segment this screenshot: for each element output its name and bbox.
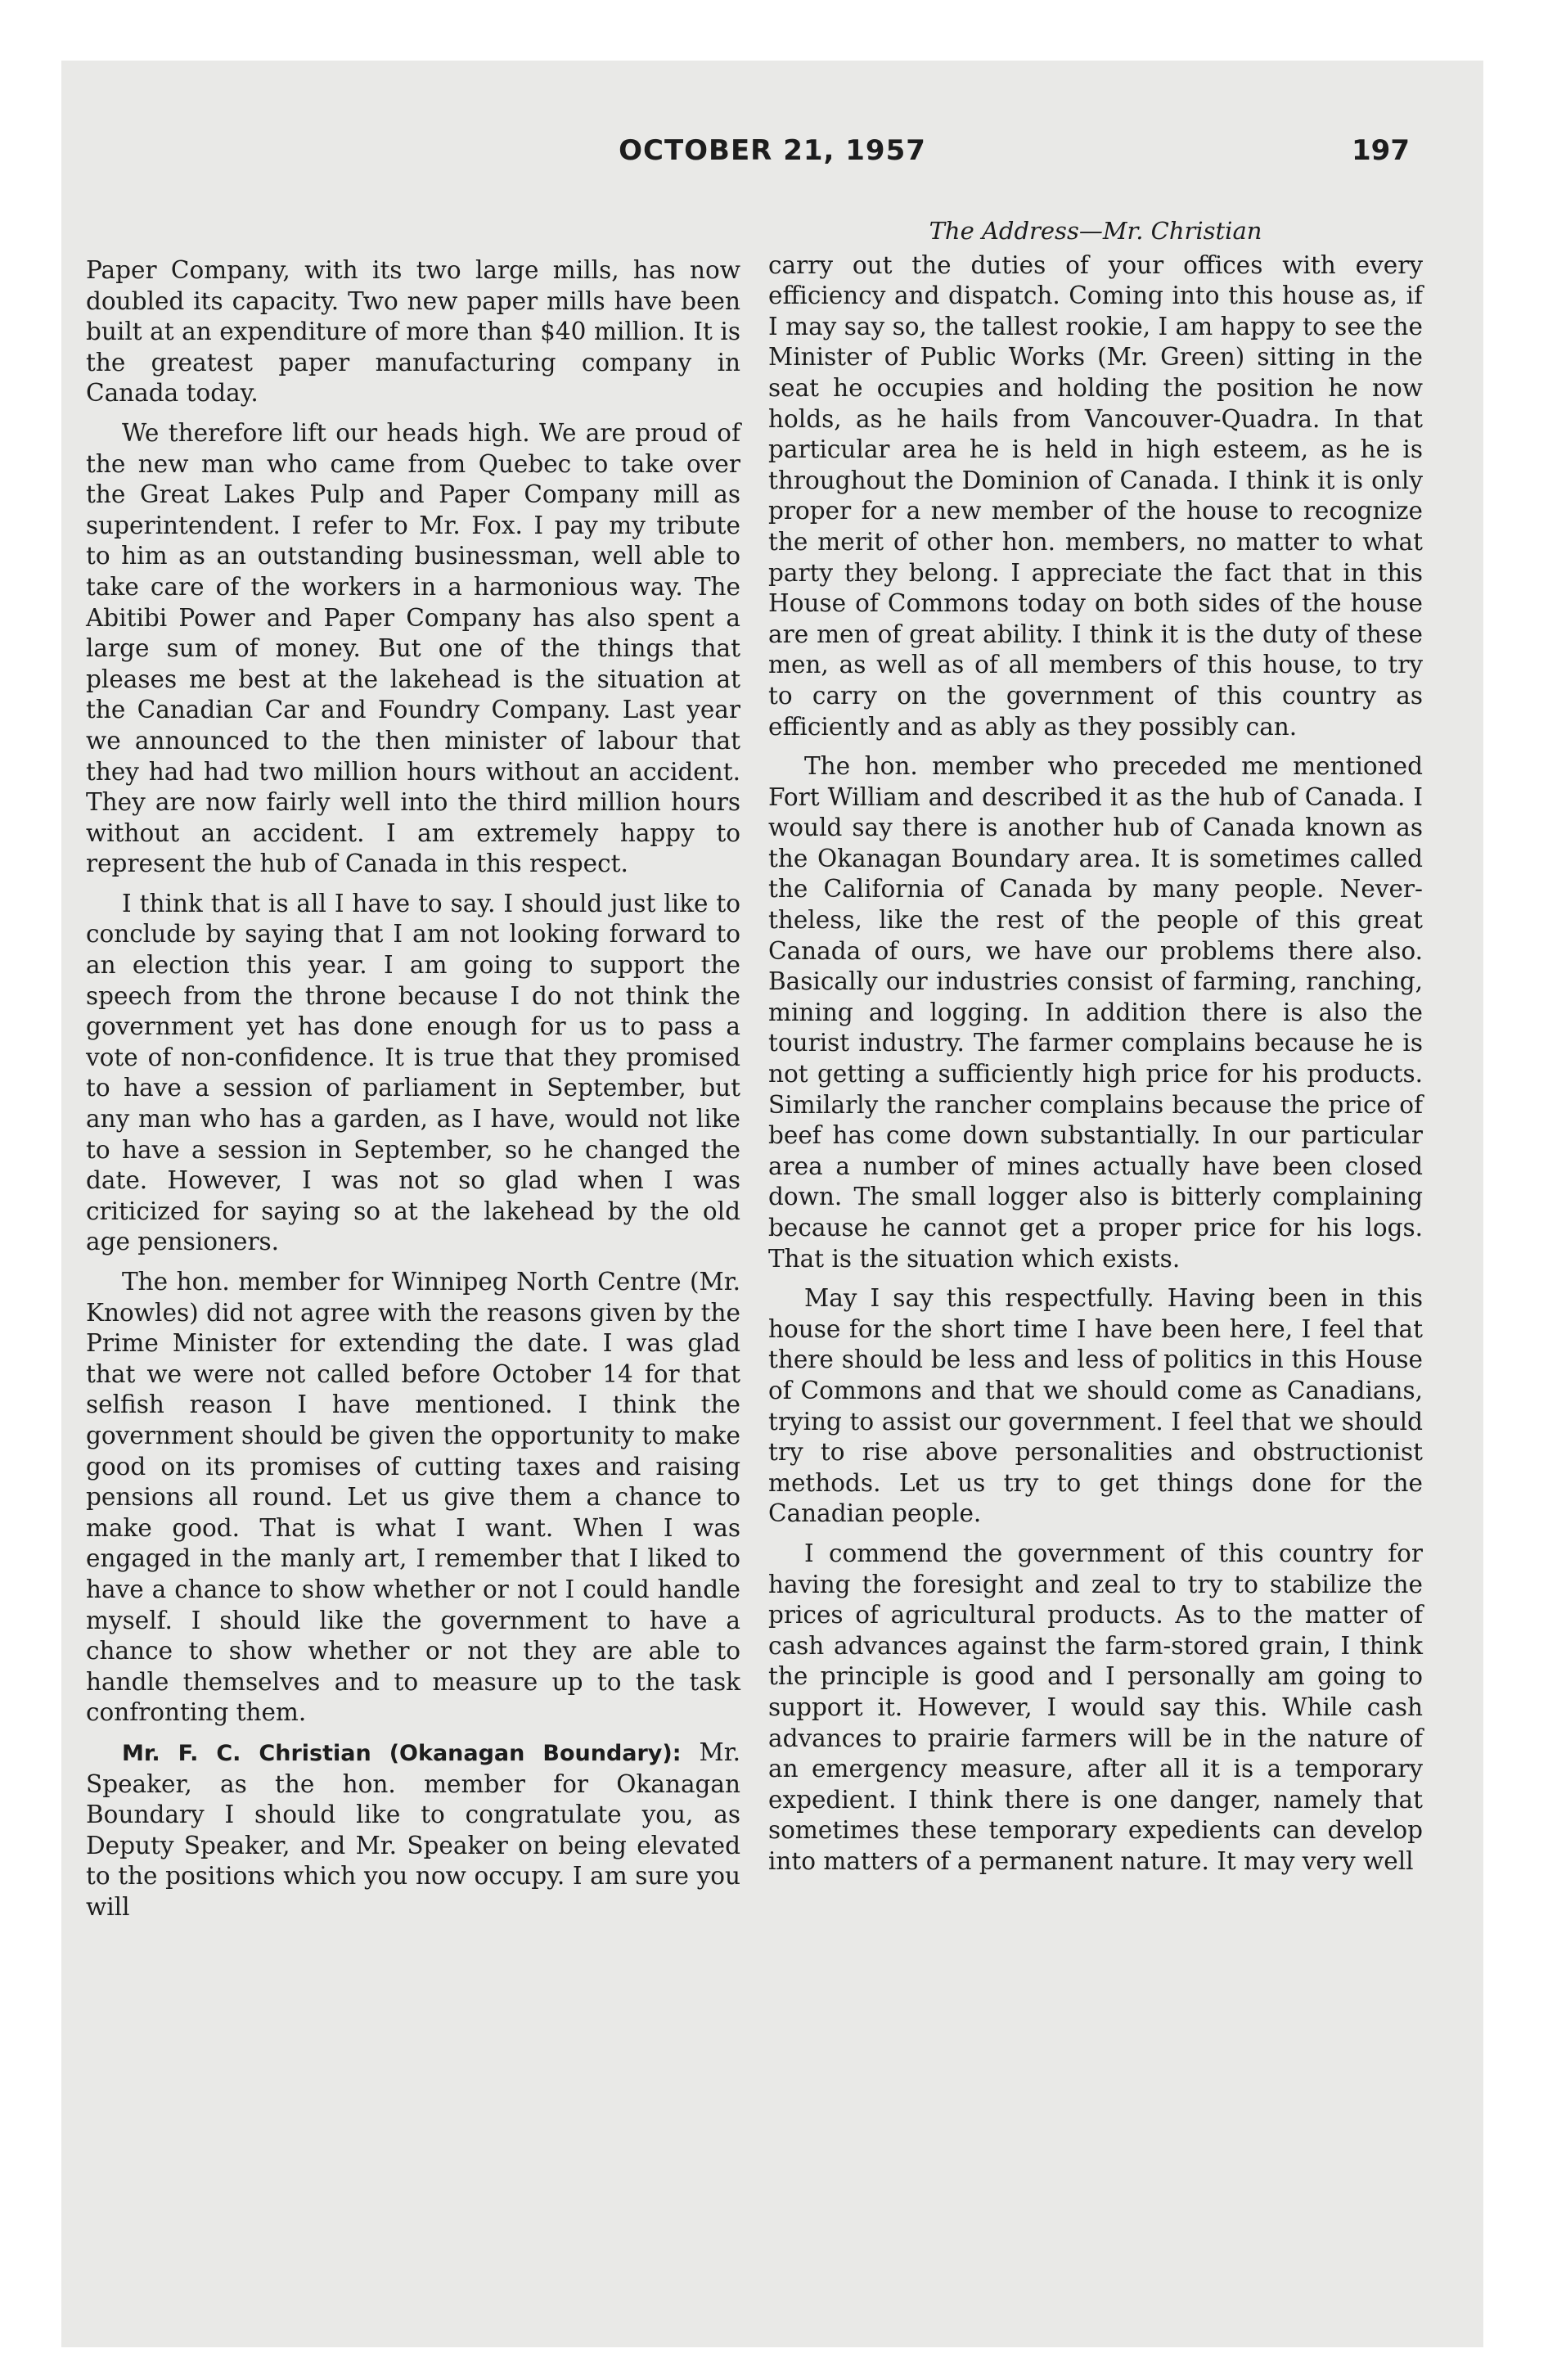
speaker-paragraph — [86, 1738, 740, 1923]
right-column — [768, 216, 1423, 1886]
paragraph: I commend the government of this country for having the foresight and zeal to try to stabilize the prices of agricultural products. As to the matter of cash advances against the farm-stored grain, I think the principle is good and I personally am going to support it. However, I would say this. While cash advances to prairie farmers will be in the nature of an emergency measure, after all it is a temporary expedient. I think there is one danger, namely that sometimes these temporary expedients can develop into matters of a permanent nature. It may very well — [768, 1539, 1423, 1875]
paragraph: The hon. member for Winnipeg North Centre (Mr. Knowles) did not agree with the reasons given by the Prime Minister for extending the date. I was glad that we were not called before October 14 for that selfish reason I have mentioned. I think the government should be given the opportunity to make good on its promises of cutting taxes and raising pensions all round. Let us give them a chance to make good. That is what I want. When I was engaged in the manly art, I remember that I liked to have a chance to show whether or not I could handle myself. I should like the government to have a chance to show whether or not they are able to handle themselves and to measure up to the task confronting them. — [86, 1268, 740, 1727]
running-head: The Address—Mr. Christian — [929, 217, 1262, 245]
left-column — [86, 255, 740, 1931]
paragraph: We therefore lift our heads high. We are proud of the new man who came from Quebec to take over the Great Lakes Pulp and Paper Company mill as superintendent. I refer to Mr. Fox. I pay my tribute to him as an outstanding businessman, well able to take care of the workers in a harmonious way. The Abitibi Power and Paper Company has also spent a large sum of money. But one of the things that pleases me best at the lakehead is the situation at the Canadian Car and Foundry Company. Last year we announced to the then minister of labour that they had had two million hours without an accident. They are now fairly well into the third million hours without an accident. I am extremely happy to represent the hub of Canada in this respect. — [86, 418, 740, 878]
paragraph: Paper Company, with its two large mills, has now doubled its capacity. Two new paper mills have been built at an expenditure of more than $40 million. It is the greatest paper manufacturing company in Canada today. — [86, 256, 740, 408]
paragraph: May I say this respectfully. Having been in this house for the short time I have been here, I feel that there should be less and less of politics in this House of Commons and that we should come as Canadians, trying to assist our government. I feel that we should try to rise above personalities and obstructionist methods. Let us try to get things done for the Canadian people. — [768, 1284, 1423, 1528]
paragraph: carry out the duties of your offices with every efficiency and dispatch. Coming into this house as, if I may say so, the tallest rookie, I am happy to see the Minister of Public Works (Mr. Green) sitting in the seat he occupies and holding the position he now holds, as he hails from Vancouver-Quadra. In that particular area he is held in high esteem, as he is throughout the Dominion of Canada. I think it is only proper for a new member of the house to recognize the merit of other hon. members, no matter to what party they belong. I appreciate the fact that in this House of Commons today on both sides of the house are men of great ability. I think it is the duty of these men, as well as of all members of this house, to try to carry on the government of this country as efficiently and as ably as they possibly can. — [768, 250, 1423, 741]
speaker-name: Mr. F. C. Christian (Okanagan Boundary): — [122, 1740, 682, 1766]
paragraph: The hon. member who preceded me mentioned Fort William and described it as the hub of Canada. I would say there is another hub of Canada known as the Okanagan Boundary area. It is sometimes called the California of Canada by many people. Nevertheless, like the rest of the people of this great Canada of ours, we have our problems there also. Basically our industries consist of farming, ranching, mining and logging. In addition there is also the tourist industry. The farmer complains because he is not getting a sufficiently high price for his products. Similarly the rancher complains because the price of beef has come down substantially. In our particular area a number of mines actually have been closed down. The small logger also is bitterly complaining because he cannot get a proper price for his logs. That is the situation which exists. — [768, 752, 1423, 1273]
speaker-text: Mr. Speaker, as the hon. member for Okanagan Boundary I should like to congratulate you, as Deputy Speaker, and Mr. Speaker on being elevated to the positions which you now occupy. I am sure you will — [86, 1738, 740, 1921]
page-number: 197 — [1352, 134, 1410, 167]
document-page — [61, 61, 1483, 2347]
paragraph: I think that is all I have to say. I should just like to conclude by saying that I am not looking forward to an election this year. I am going to support the speech from the throne because I do not think the government yet has done enough for us to pass a vote of non-confidence. It is true that they promised to have a session of parliament in September, but any man who has a garden, as I have, would not like to have a session in September, so he changed the date. However, I was not so glad when I was criticized for saying so at the lakehead by the old age pensioners. — [86, 889, 740, 1256]
header-date: OCTOBER 21, 1957 — [619, 134, 926, 167]
page-header — [61, 134, 1483, 183]
